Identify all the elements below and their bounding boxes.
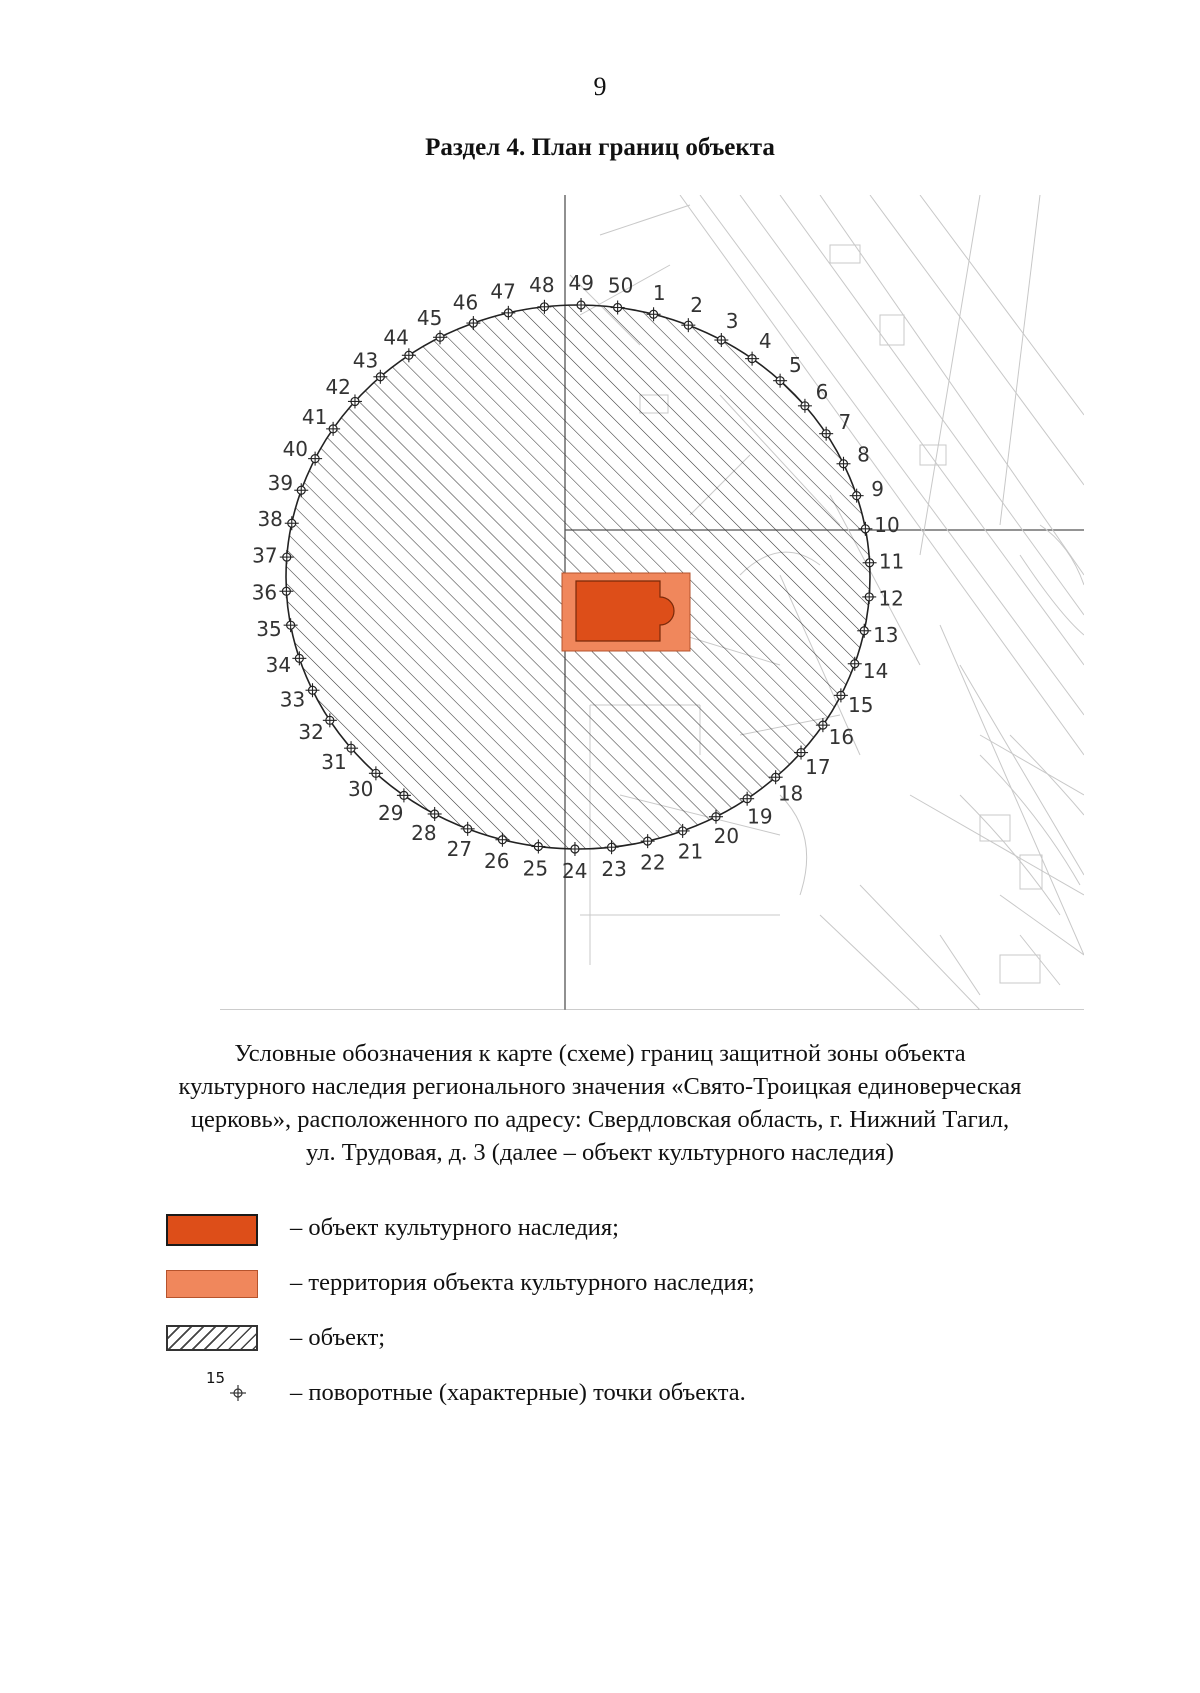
turning-point-label: 12 — [878, 586, 904, 611]
caption-line: культурного наследия регионального значения «Свято-Троицкая единоверческая — [178, 1073, 1022, 1100]
turning-point-label: 47 — [490, 279, 516, 304]
turning-point-label: 7 — [838, 410, 852, 435]
turning-point-label: 18 — [777, 781, 804, 806]
turning-point-label: 10 — [874, 512, 900, 537]
turning-point — [794, 746, 831, 779]
turning-point-label: 24 — [561, 858, 588, 883]
caption-line: ул. Трудовая, д. 3 (далее – объект культурного наследия) — [306, 1139, 894, 1166]
turning-point — [647, 281, 666, 321]
turning-point-label: 43 — [352, 348, 379, 373]
turning-point — [858, 513, 899, 537]
turning-point — [745, 329, 771, 366]
turning-point — [268, 471, 309, 497]
turning-point-label: 21 — [677, 839, 704, 864]
turning-point — [798, 380, 828, 413]
turning-point — [709, 810, 739, 848]
turning-point-label: 16 — [828, 725, 855, 750]
turning-point — [773, 353, 802, 388]
turning-point — [676, 824, 704, 864]
turning-point — [321, 741, 358, 774]
heritage-territory-swatch — [166, 1270, 258, 1298]
turning-point — [447, 822, 475, 861]
turning-point — [740, 792, 772, 829]
turning-point-label: 6 — [815, 379, 829, 404]
legend-label: – поворотные (характерные) точки объекта. — [290, 1379, 746, 1406]
turning-point — [681, 293, 703, 332]
turning-point-label: 8 — [857, 442, 870, 467]
turning-point-label: 33 — [279, 687, 306, 712]
boundary-map — [220, 195, 1084, 1010]
turning-point-label: 27 — [446, 837, 473, 862]
turning-point — [848, 657, 889, 683]
turning-point — [714, 309, 738, 347]
turning-point-swatch — [166, 1369, 258, 1411]
turning-point-label: 39 — [267, 471, 294, 496]
turning-point-label: 17 — [805, 754, 831, 779]
turning-point-label: 44 — [383, 325, 409, 350]
legend-label: – объект культурного наследия; — [290, 1214, 619, 1241]
turning-point — [411, 807, 442, 845]
turning-point-label: 2 — [690, 292, 704, 317]
turning-point-label: 45 — [416, 305, 443, 330]
turning-point — [256, 617, 297, 641]
turning-point — [836, 443, 869, 471]
caption-line: церковь», расположенного по адресу: Свердловская область, г. Нижний Тагил, — [190, 1106, 1010, 1133]
legend-item-turning-points — [160, 1369, 1060, 1430]
turning-point-label: 42 — [325, 375, 351, 400]
map-legend — [160, 1210, 1060, 1430]
turning-point-label: 1 — [652, 281, 666, 306]
crosshair-point-icon — [230, 1385, 246, 1401]
turning-point — [325, 375, 362, 408]
turning-point-label: 50 — [607, 273, 634, 298]
turning-point — [383, 325, 415, 362]
turning-point — [769, 770, 804, 805]
turning-point-label: 32 — [298, 719, 324, 744]
turning-point-label: 11 — [878, 549, 905, 574]
turning-point-label: 37 — [252, 543, 278, 568]
legend-item-object — [160, 1320, 1060, 1375]
turning-point-label: 40 — [282, 437, 309, 462]
heritage-object-swatch — [166, 1214, 258, 1246]
turning-point — [816, 718, 854, 749]
turning-point-label: 46 — [452, 290, 479, 315]
turning-point-label: 3 — [725, 308, 739, 333]
legend-label: – территория объекта культурного наследия; — [290, 1269, 755, 1296]
hatched-object-swatch — [166, 1325, 258, 1351]
turning-point — [834, 688, 874, 717]
turning-point-label: 4 — [758, 328, 772, 353]
turning-point-label: 29 — [378, 801, 404, 826]
legend-caption — [150, 1037, 1050, 1169]
turning-point-label: 9 — [871, 477, 884, 502]
legend-label: – объект; — [290, 1324, 386, 1351]
turning-point-label: 48 — [529, 272, 555, 297]
turning-point — [348, 766, 383, 801]
legend-item-heritage-object — [160, 1210, 1060, 1265]
turning-point-label: 23 — [601, 857, 627, 882]
turning-point — [819, 410, 851, 441]
turning-point-label: 38 — [257, 506, 283, 531]
turning-point-label: 14 — [862, 658, 889, 683]
turning-point-label: 22 — [640, 850, 666, 875]
turning-point-label: 15 — [847, 692, 874, 717]
section-title: Раздел 4. План границ объекта — [425, 134, 775, 161]
turning-point-label: 19 — [747, 804, 773, 829]
turning-point-label: 5 — [788, 352, 802, 377]
turning-point — [302, 405, 340, 436]
turning-point-label: 34 — [265, 652, 292, 677]
turning-point — [453, 291, 481, 331]
turning-point-label: 30 — [347, 777, 374, 802]
turning-point — [417, 306, 447, 344]
turning-point — [298, 713, 336, 744]
turning-point — [280, 683, 320, 711]
turning-point — [257, 507, 298, 531]
turning-point-label: 31 — [321, 750, 347, 775]
page-number: 9 — [593, 72, 607, 101]
heritage-building — [562, 573, 690, 651]
turning-point-label: 20 — [713, 824, 740, 849]
turning-point-label: 13 — [873, 623, 899, 648]
turning-point-label: 36 — [251, 580, 278, 605]
legend-item-heritage-territory — [160, 1265, 1060, 1320]
turning-point — [353, 349, 388, 384]
turning-point-label: 41 — [301, 404, 328, 429]
turning-point — [266, 651, 307, 677]
turning-point — [378, 788, 411, 825]
sample-point-number: 15 — [206, 1369, 226, 1387]
turning-point-label: 49 — [568, 271, 595, 296]
turning-point-label: 28 — [411, 821, 437, 846]
turning-point — [857, 623, 898, 647]
turning-point-label: 35 — [256, 617, 282, 642]
caption-line: Условные обозначения к карте (схеме) границ защитной зоны объекта — [234, 1040, 966, 1067]
turning-point-label: 26 — [484, 848, 510, 873]
turning-point-label: 25 — [522, 856, 549, 881]
turning-point — [283, 437, 323, 466]
